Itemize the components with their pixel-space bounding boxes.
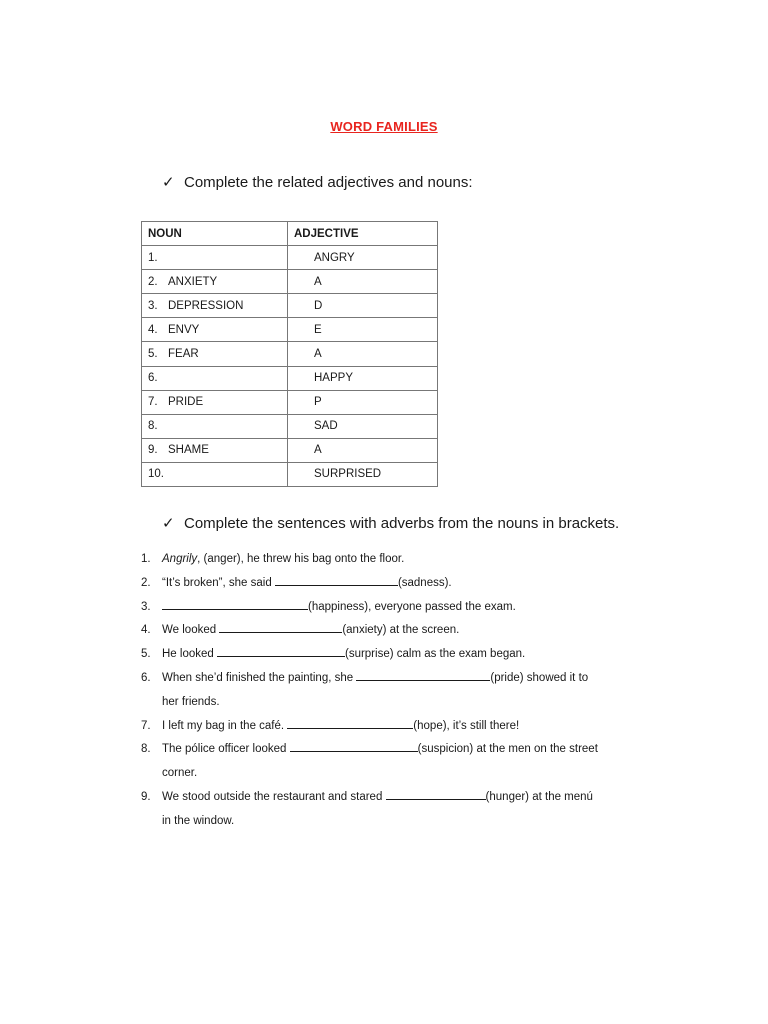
sentence-text-before: The pólice officer looked xyxy=(162,743,290,756)
adjective-cell: ANGRY xyxy=(288,246,438,270)
instruction-text: Complete the related adjectives and nouns: xyxy=(184,174,473,191)
instruction-adverbs xyxy=(162,514,619,532)
answer-blank[interactable] xyxy=(356,670,490,681)
word-families-table xyxy=(141,221,438,487)
table-row xyxy=(142,246,438,270)
noun-text: PRIDE xyxy=(168,396,204,409)
sentence-text-before: He looked xyxy=(162,648,217,661)
sentence-number: 2. xyxy=(141,576,151,589)
sentence-continuation: in the window. xyxy=(162,814,235,827)
noun-cell xyxy=(142,414,288,438)
sentence-item xyxy=(141,572,641,596)
sentence-text-after: (happiness), everyone passed the exam. xyxy=(308,600,516,613)
sentence-number: 4. xyxy=(141,624,151,637)
answer-blank[interactable] xyxy=(219,622,342,633)
sentence-number: 3. xyxy=(141,600,151,613)
noun-cell xyxy=(142,246,288,270)
sentence-text-after: (anxiety) at the screen. xyxy=(342,624,460,637)
sentence-text-after: (pride) showed it to xyxy=(490,671,589,684)
sentence-text-before: I left my bag in the café. xyxy=(162,719,288,732)
sentence-text-before: When she’d finished the painting, she xyxy=(162,671,357,684)
answer-blank[interactable] xyxy=(275,575,398,586)
noun-text: DEPRESSION xyxy=(168,299,244,312)
instruction-adjectives-nouns xyxy=(162,173,473,191)
adjective-cell: P xyxy=(288,390,438,414)
sentence-item xyxy=(141,738,641,786)
noun-cell xyxy=(142,462,288,486)
row-number: 7. xyxy=(148,396,158,409)
answer-blank[interactable] xyxy=(290,741,418,752)
table-row xyxy=(142,270,438,294)
answer-blank[interactable] xyxy=(287,718,413,729)
adjective-cell: A xyxy=(288,438,438,462)
row-number: 4. xyxy=(148,323,158,336)
row-number: 2. xyxy=(148,275,158,288)
table-header-row xyxy=(142,222,438,246)
answer-blank[interactable] xyxy=(386,789,486,800)
sentence-number: 7. xyxy=(141,719,151,732)
table-row xyxy=(142,390,438,414)
sentence-text-before: We looked xyxy=(162,624,220,637)
adjective-cell: HAPPY xyxy=(288,366,438,390)
sentence-item xyxy=(141,786,641,834)
sentence-continuation: her friends. xyxy=(162,695,220,708)
sentence-item xyxy=(141,619,641,643)
sentence-number: 9. xyxy=(141,790,151,803)
table-row xyxy=(142,366,438,390)
checkmark-icon: ✓ xyxy=(162,515,175,532)
table-row xyxy=(142,414,438,438)
answer-blank[interactable] xyxy=(162,599,308,610)
answer-blank[interactable] xyxy=(217,646,345,657)
adjective-cell: E xyxy=(288,318,438,342)
sentence-item xyxy=(141,548,641,572)
checkmark-icon: ✓ xyxy=(162,174,175,191)
sentence-text-after: (sadness). xyxy=(397,576,452,589)
example-answer: Angrily xyxy=(162,553,198,565)
sentence-text-after: (surprise) calm as the exam began. xyxy=(344,648,526,661)
row-number: 1. xyxy=(148,251,158,264)
noun-cell xyxy=(142,318,288,342)
noun-cell xyxy=(142,390,288,414)
table-row xyxy=(142,462,438,486)
sentence-continuation: corner. xyxy=(162,767,198,780)
sentence-text-after: (hope), it’s still there! xyxy=(413,719,520,732)
row-number: 10. xyxy=(148,468,164,481)
sentence-number: 8. xyxy=(141,743,151,756)
sentence-number: 1. xyxy=(141,553,151,565)
sentence-text-after: (hunger) at the menú xyxy=(485,790,593,803)
noun-cell xyxy=(142,270,288,294)
row-number: 9. xyxy=(148,444,158,457)
noun-cell xyxy=(142,438,288,462)
row-number: 3. xyxy=(148,299,158,312)
row-number: 8. xyxy=(148,420,158,433)
instruction-text: Complete the sentences with adverbs from the nouns in brackets. xyxy=(184,515,620,532)
adjective-cell: A xyxy=(288,342,438,366)
table-row xyxy=(142,342,438,366)
sentence-text-after: (suspicion) at the men on the street xyxy=(417,743,598,756)
row-number: 6. xyxy=(148,372,158,385)
sentence-item xyxy=(141,596,641,620)
noun-text: ANXIETY xyxy=(168,275,218,288)
adjective-cell: SURPRISED xyxy=(288,462,438,486)
noun-cell xyxy=(142,342,288,366)
noun-text: ENVY xyxy=(168,323,200,336)
adjective-cell: D xyxy=(288,294,438,318)
table-row xyxy=(142,318,438,342)
sentence-text-before: We stood outside the restaurant and stared xyxy=(162,790,386,803)
header-adjective: ADJECTIVE xyxy=(288,222,438,246)
sentence-item xyxy=(141,643,641,667)
sentence-list xyxy=(141,548,641,834)
adjective-cell: A xyxy=(288,270,438,294)
noun-text: FEAR xyxy=(168,348,199,361)
table-row xyxy=(142,294,438,318)
noun-cell xyxy=(142,294,288,318)
noun-cell xyxy=(142,366,288,390)
noun-text: SHAME xyxy=(168,444,209,457)
sentence-item xyxy=(141,667,641,715)
row-number: 5. xyxy=(148,348,158,361)
sentence-number: 6. xyxy=(141,671,151,684)
header-noun: NOUN xyxy=(142,222,288,246)
sentence-text: , (anger), he threw his bag onto the floor. xyxy=(197,553,405,565)
table-row xyxy=(142,438,438,462)
sentence-text-before: “It’s broken”, she said xyxy=(162,576,275,589)
adjective-cell: SAD xyxy=(288,414,438,438)
sentence-item xyxy=(141,715,641,739)
sentence-number: 5. xyxy=(141,648,151,661)
worksheet-title: WORD FAMILIES xyxy=(330,119,438,134)
